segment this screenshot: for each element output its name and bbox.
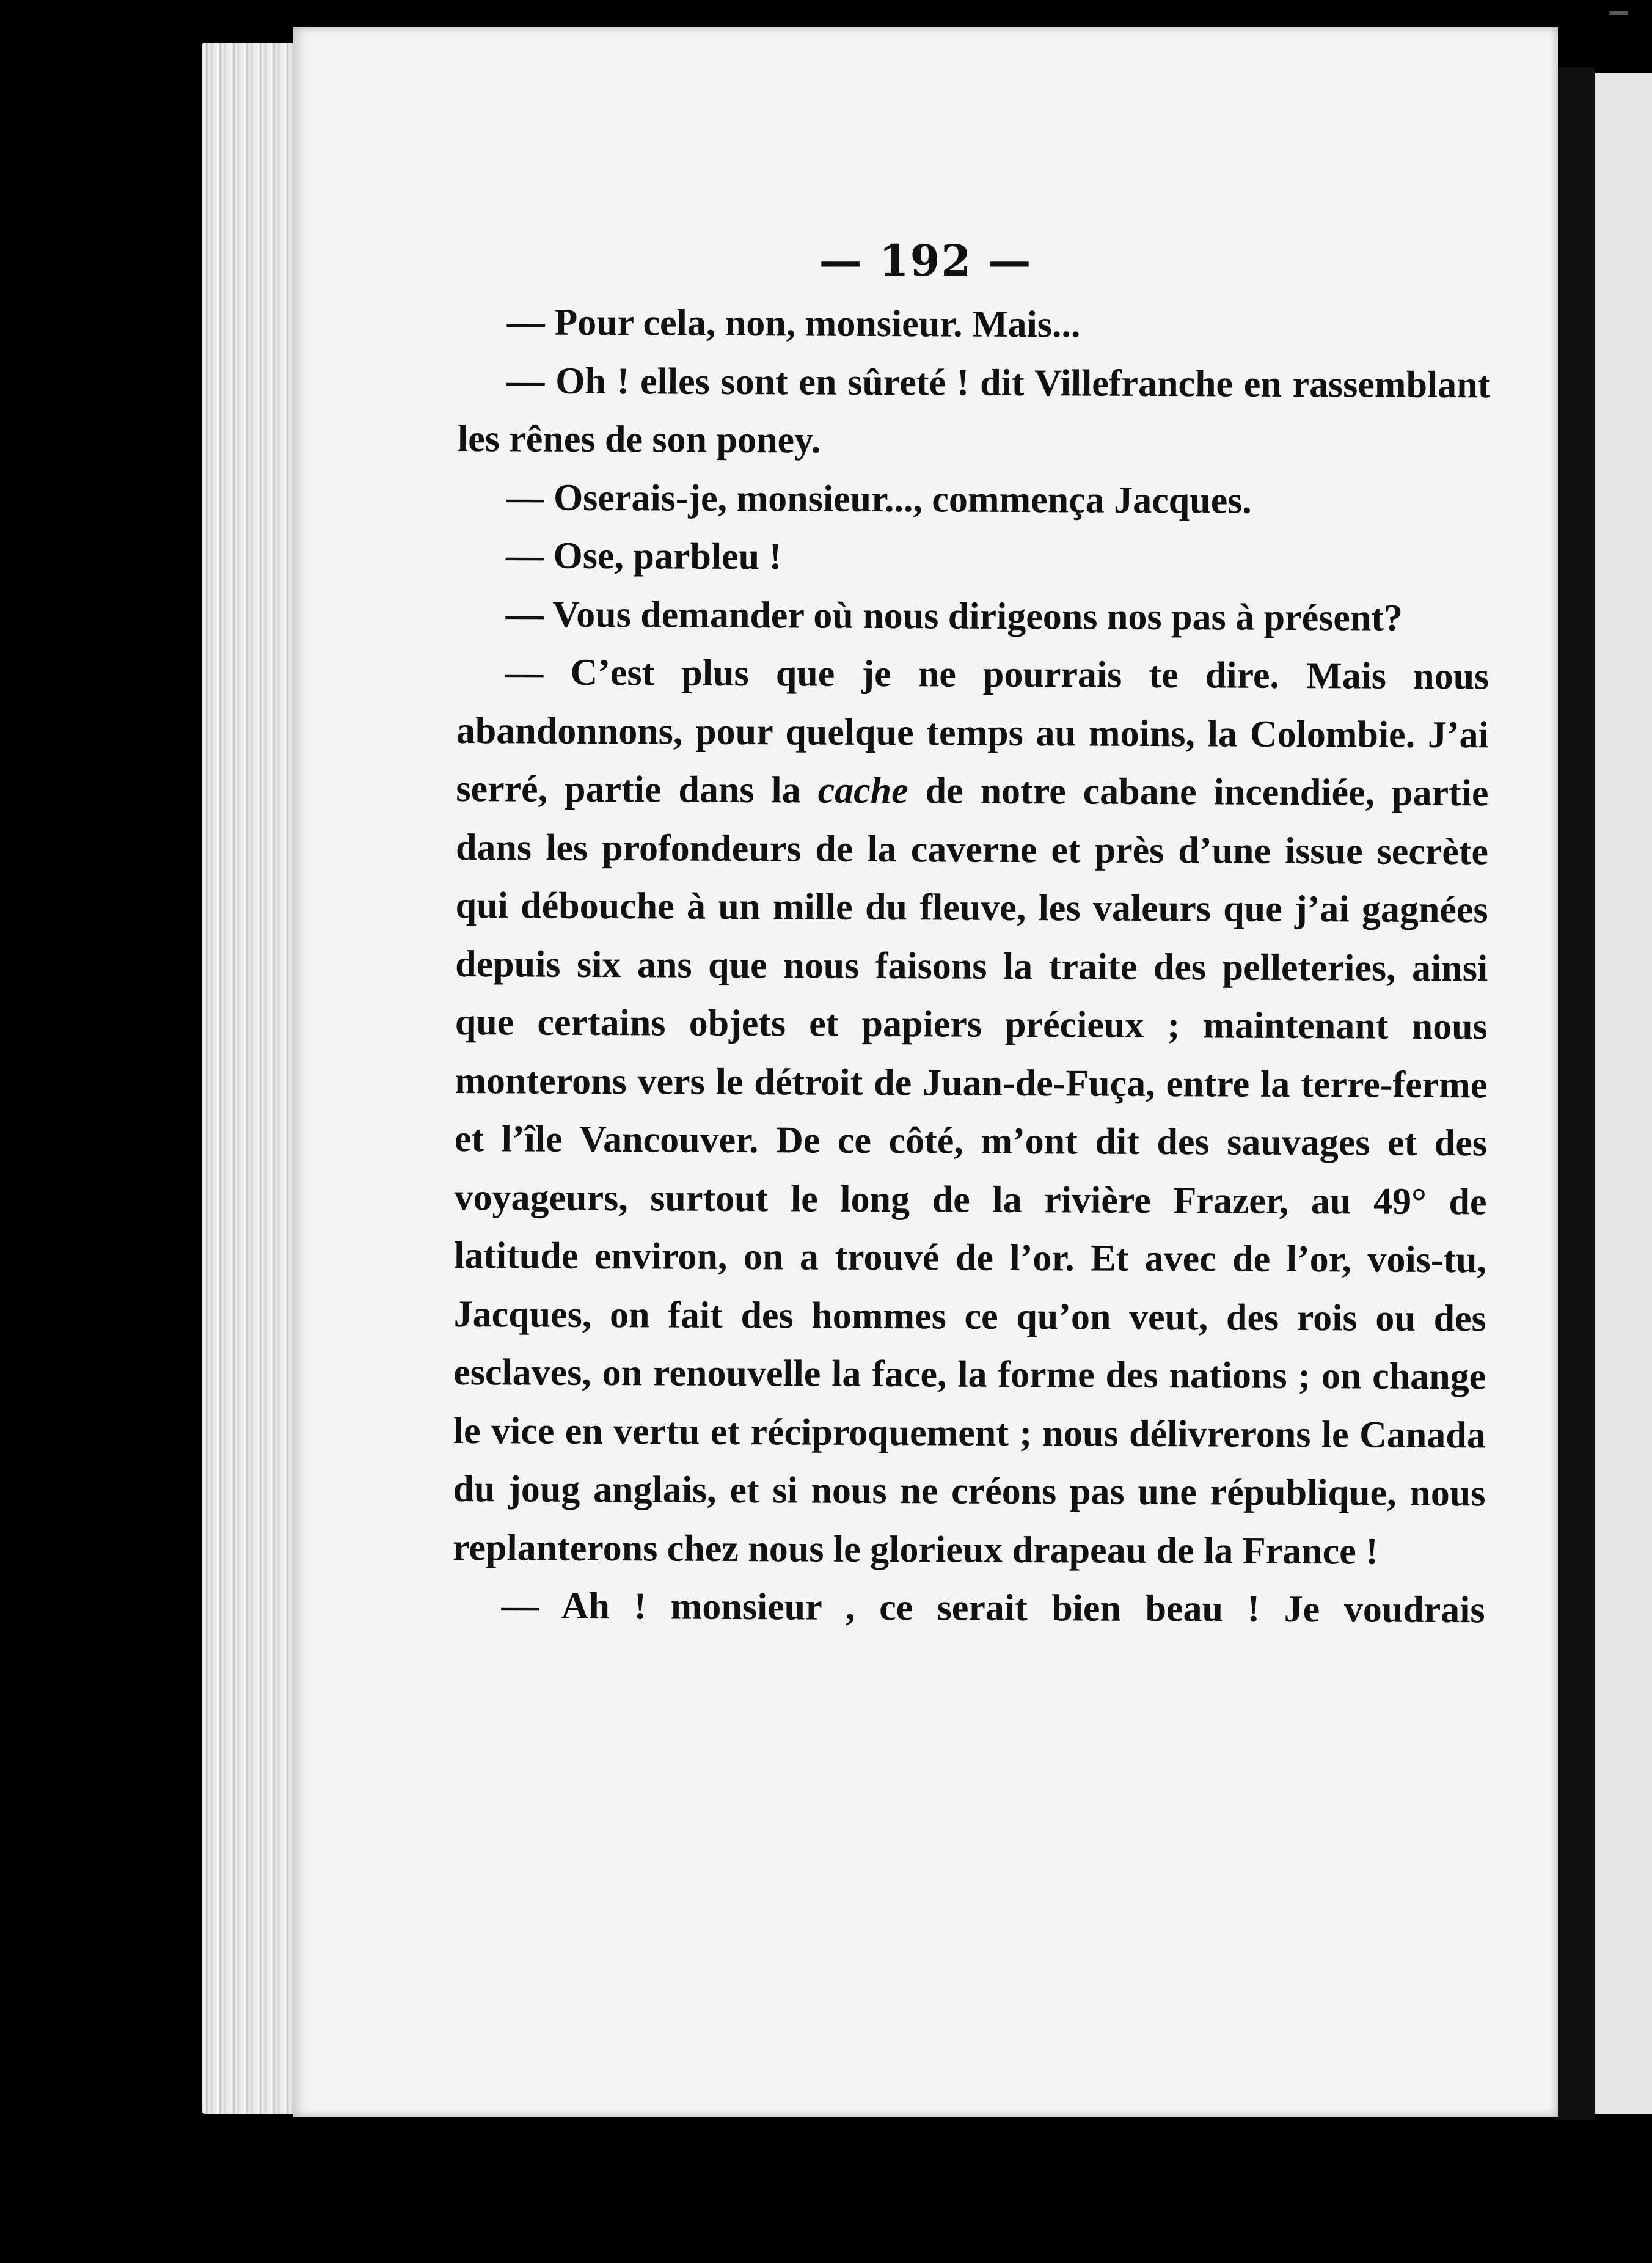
paragraph-7: — Ah ! monsieur , ce serait bien beau ! Je voudrais	[501, 1585, 1485, 1631]
stacked-page-edges	[202, 43, 305, 2114]
page-text	[452, 293, 1491, 1640]
binding-gutter	[1558, 67, 1595, 2120]
paragraph-6	[453, 643, 1489, 1581]
paragraph-4: — Ose, parbleu !	[505, 535, 782, 578]
next-page-edge	[1595, 73, 1652, 2114]
paragraph-1: — Pour cela, non, monsieur. Mais...	[506, 301, 1081, 346]
paragraph-6-text-b: de notre cabane incendiée, partie dans les profondeurs de la caverne et près d’une issue secrète qui débouche à un mille du fleuve, les valeurs que j’ai gagnées depuis six ans que nous faisons la traite des pelleteries, ainsi que certains objets et papiers précieux ; maintenant nous monterons vers le détroit de Juan-de-Fuça, entre la terre-ferme et l’île Vancouver. De ce côté, m’ont dit des sauvages et des voyageurs, surtout le long de la rivière Frazer, au 49° de latitude environ, on a trouvé de l’or. Et avec de l’or, vois-tu, Jacques, on fait des hommes ce qu’on veut, des rois ou des esclaves, on renouvelle la face, la forme des nations ; on change le vice en vertu et réciproquement ; nous délivrerons le Canada du joug anglais, et si nous ne créons pas une république, nous replanterons chez nous le glorieux drapeau de la France !	[452, 770, 1489, 1573]
paragraph-5: — Vous demander où nous dirigeons nos pas à présent?	[505, 593, 1403, 639]
paragraph-6-text-a: — C’est plus que je ne pourrais te dire. Mais nous abandonnons, pour quelque temps au moins, la Colombie. J’ai serré, partie dans la	[456, 651, 1489, 811]
scan-artifact	[1609, 11, 1628, 15]
paragraph-3: — Oserais-je, monsieur..., commença Jacques.	[506, 476, 1252, 522]
book-page	[293, 27, 1558, 2117]
italic-word: cache	[817, 769, 908, 812]
paragraph-2: — Oh ! elles sont en sûreté ! dit Villefranche en rassemblant les rênes de son poney.	[457, 359, 1491, 461]
page-number: — 192 —	[819, 235, 1032, 286]
